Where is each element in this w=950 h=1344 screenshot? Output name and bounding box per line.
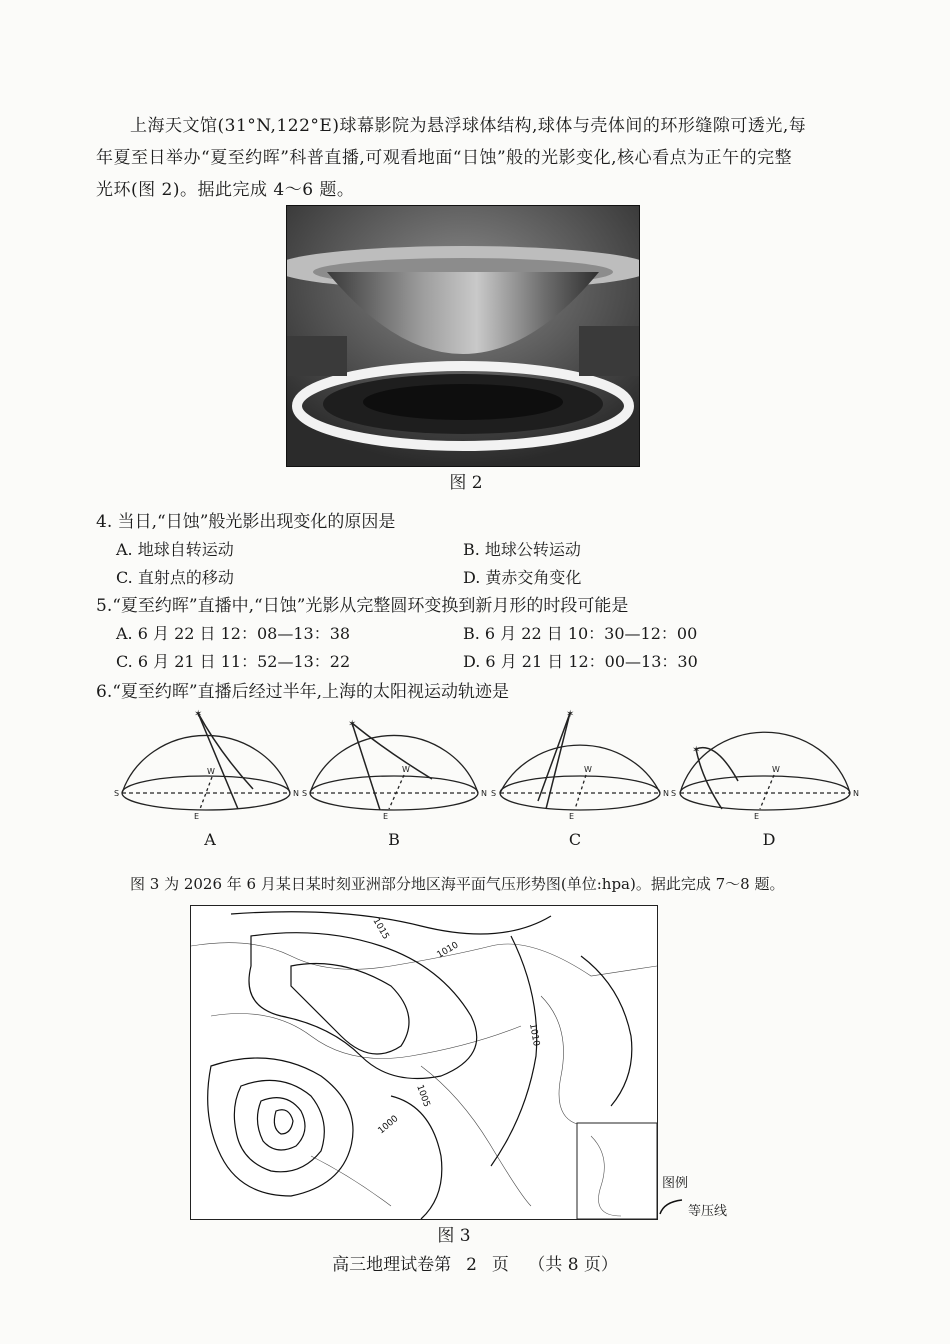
footer-page-word: 页 xyxy=(491,1255,509,1275)
isobar-label-1015: 1015 xyxy=(370,916,391,942)
sun-star-b: ✶ xyxy=(348,719,357,730)
intro-line-1: 上海天文馆(31°N,122°E)球幕影院为悬浮球体结构,球体与壳体间的环形缝隙可透光,每 xyxy=(130,116,807,136)
compass-w-d: W xyxy=(772,765,780,774)
intro-line-3: 光环(图 2)。据此完成 4～6 题。 xyxy=(96,180,355,200)
legend-item-isobar: 等压线 xyxy=(688,1204,728,1219)
diagram-label-c: C xyxy=(568,830,582,849)
figure-3-map xyxy=(190,905,658,1220)
compass-w-b: W xyxy=(402,765,410,774)
diagram-d xyxy=(680,732,850,810)
q5-option-b: B. 6 月 22 日 10：30—12：00 xyxy=(463,624,698,643)
compass-n-b: N xyxy=(481,789,487,798)
compass-s-d: S xyxy=(671,789,677,798)
compass-e-b: E xyxy=(383,812,389,821)
q5-option-d: D. 6 月 21 日 12：00—13：30 xyxy=(463,652,698,671)
sun-star-a: ✶ xyxy=(194,709,203,720)
isobar-1015 xyxy=(231,912,551,934)
compass-n-c: N xyxy=(663,789,669,798)
diagram-b xyxy=(310,723,478,810)
compass-w-a: W xyxy=(207,767,215,776)
compass-e-c: E xyxy=(569,812,575,821)
diagram-label-a: A xyxy=(204,830,216,849)
figure-2-caption: 图 2 xyxy=(449,473,483,493)
q5-option-c: C. 6 月 21 日 11：52—13：22 xyxy=(116,652,351,671)
compass-s-b: S xyxy=(302,789,308,798)
isobar-label-1010-b: 1010 xyxy=(527,1022,541,1048)
sun-star-c: ✶ xyxy=(566,709,575,720)
q4-option-d: D. 黄赤交角变化 xyxy=(463,568,582,587)
isobar-label-1005: 1005 xyxy=(414,1083,432,1109)
compass-s-c: S xyxy=(491,789,497,798)
isobar-map xyxy=(191,906,657,1219)
diagram-label-b: B xyxy=(388,830,400,849)
footer-page-number: 2 xyxy=(466,1255,477,1275)
q4-option-b: B. 地球公转运动 xyxy=(463,540,581,559)
question-6-stem: 6.“夏至约晖”直播后经过半年,上海的太阳视运动轨迹是 xyxy=(96,682,510,702)
page-footer xyxy=(260,1250,690,1275)
footer-total: （共 8 页） xyxy=(528,1255,618,1275)
figure-3-caption: 图 3 xyxy=(437,1226,471,1246)
question-5-stem: 5.“夏至约晖”直播中,“日蚀”光影从完整圆环变换到新月形的时段可能是 xyxy=(96,596,629,616)
isobar-label-1000: 1000 xyxy=(376,1113,401,1137)
footer-left: 高三地理试卷第 xyxy=(332,1255,452,1275)
diagram-c xyxy=(500,713,660,810)
diagram-label-d: D xyxy=(762,830,776,849)
planetarium-image xyxy=(287,206,639,466)
figure-2-photo xyxy=(286,205,640,467)
sun-star-d: ✶ xyxy=(692,745,701,756)
q4-option-a: A. 地球自转运动 xyxy=(116,540,234,559)
intro-paragraph xyxy=(96,110,858,206)
compass-n-a: N xyxy=(293,789,299,798)
compass-s-a: S xyxy=(114,789,120,798)
sun-path-diagrams xyxy=(110,705,870,830)
compass-e-d: E xyxy=(754,812,760,821)
legend-title: 图例 xyxy=(662,1176,689,1191)
compass-e-a: E xyxy=(194,812,200,821)
isobar-label-1010-a: 1010 xyxy=(435,940,461,961)
compass-n-d: N xyxy=(853,789,859,798)
diagram-a xyxy=(122,713,290,810)
isobar-legend-icon xyxy=(656,1196,686,1218)
q5-option-a: A. 6 月 22 日 12：08—13：38 xyxy=(116,624,351,643)
compass-w-c: W xyxy=(584,765,592,774)
question-4-stem: 4. 当日,“日蚀”般光影出现变化的原因是 xyxy=(96,512,396,532)
figure-3-intro: 图 3 为 2026 年 6 月某日某时刻亚洲部分地区海平面气压形势图(单位:hpa)。据此完成 7～8 题。 xyxy=(130,875,785,893)
intro-line-2: 年夏至日举办“夏至约晖”科普直播,可观看地面“日蚀”般的光影变化,核心看点为正午的完整 xyxy=(96,148,793,168)
q4-option-c: C. 直射点的移动 xyxy=(116,568,234,587)
